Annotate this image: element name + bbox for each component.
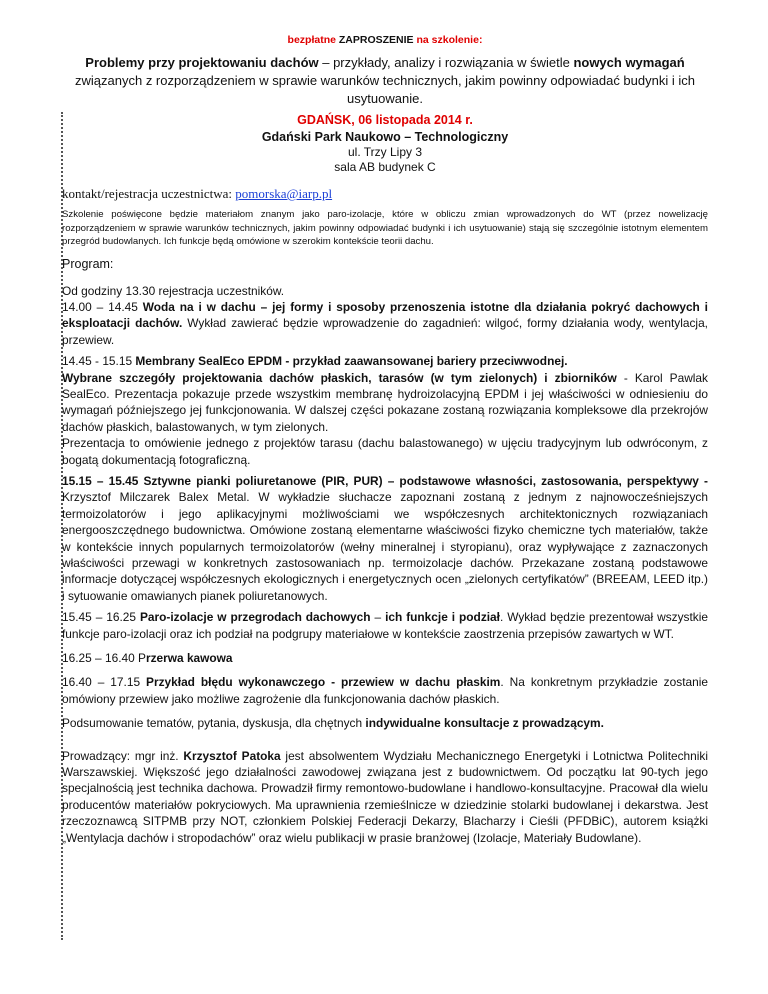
s4-title2: ich funkcje i podział (385, 610, 500, 625)
s1-time: 14.00 – 14.45 (62, 299, 143, 314)
contact-line (62, 186, 708, 202)
s4-title: Paro-izolacje w przegrodach dachowych (139, 610, 371, 625)
host-pre: Prowadzący: mgr inż. (62, 748, 184, 763)
s5-time: 16.40 – 17.15 (62, 675, 147, 690)
session-2-body (62, 370, 708, 436)
session-5 (62, 674, 708, 707)
invite-main: ZAPROSZENIE (338, 34, 414, 46)
s2-subtitle: Wybrane szczegóły projektowania dachów płaskich, tarasów (w tym zielonych) i zbiorników (62, 370, 617, 385)
training-title (62, 54, 708, 108)
s3-desc: Krzysztof Milczarek Balex Metal. W wykładzie słuchacze zapoznani zostaną z jednym z najnowocześniejszych termoizolatorów i jego aplikacyjnymi możliwościami we współczesnych architektonicznych rozwiązaniach energooszczędnego budownictwa. Omówione zostaną elementarne właściwości fizyko chemiczne tych materiałów, także w kontekście innych popularnych termoizolatorów (wełny mineralnej i styropianu), oraz wypływające z zaznaczonych właściwości przewagi w konkretnych zastosowaniach np. termoizolacje dachów. Przekazane zostaną podstawowe informacje dotyczącej współczesnych ekologicznych i energetycznych ocen „zielonych certyfikatów” (BREEAM, LEED itp.) i sytuowanie omawianych pianek poliuretanowych. (62, 490, 708, 603)
session-2-body-2: Prezentacja to omówienie jednego z projektów tarasu (dachu balastowanego) w ujęciu tradycyjnym lub odwróconym, z bogatą dokumentacją fotograficzną. (62, 436, 708, 467)
contact-label: kontakt/rejestracja uczestnictwa: (62, 186, 233, 201)
s2-time: 14.45 - 15.15 (62, 354, 136, 369)
registration-line: Od godziny 13.30 rejestracja uczestników. (62, 283, 285, 298)
invite-pre: bezpłatne (287, 34, 336, 46)
intro-paragraph: Szkolenie poświęcone będzie materiałom znanym jako paro-izolacje, które w obliczu zmian wprowadzonych do WT (przez nowelizację rozporządzeniem w sprawie warunków technicznych, jakim powinny odpowiadać budynki i ich usytuowanie) stają się szczególnie istotnym elementem przegród budowlanych. Ich funkcje będą omówione w szerokim kontekście teorii dachu. (62, 209, 708, 247)
session-2 (62, 353, 708, 369)
session-3 (62, 473, 708, 604)
venue: Gdański Park Naukowo – Technologiczny (261, 130, 509, 144)
summary-bold: indywidualne konsultacje z prowadzącym. (365, 716, 604, 731)
title-part4: związanych z rozporządzeniem w sprawie warunków technicznych, jakim powinny odpowiadać budynki i ich usytuowanie. (75, 73, 695, 106)
coffee-break (62, 650, 708, 666)
s1-desc: Wykład zawierać będzie wprowadzenie do zagadnień: wilgoć, formy działania wody, wentylacja, przewiew. (62, 316, 708, 347)
contact-email-link[interactable]: pomorska@iarp.pl (235, 186, 333, 201)
s4-dash: – (370, 610, 386, 625)
title-part1: Problemy przy projektowaniu dachów (85, 55, 319, 70)
break-title: rzerwa kawowa (145, 651, 233, 666)
title-part3: nowych wymagań (573, 55, 685, 70)
invitation-header (62, 34, 708, 46)
s5-title: Przykład błędu wykonawczego - przewiew w dachu płaskim (146, 675, 501, 690)
session-4 (62, 609, 708, 642)
program-label: Program: (62, 256, 114, 271)
summary-line (62, 715, 708, 731)
s4-time: 15.45 – 16.25 (62, 610, 140, 625)
s1-title: Woda na i w dachu – jej formy i sposoby przenoszenia istotne dla działania pokryć dachowych i eksploatacji dachów. (62, 299, 708, 331)
host-bio-text: jest absolwentem Wydziału Mechanicznego Energetyki i Lotnictwa Politechniki Warszawskiej. Większość jego działalności zawodowej związana jest z budownictwem. Od początku lat 90-tych jego specjalnością jest technika dachowa. Prowadził firmy remontowo-budowlane i handlowo-konsultacyjne. Pracował dla wielu producentów materiałów pokryciowych. Ma uprawnienia rzemieślnicze w dziedzinie stolarki budowlanej i dekarstwa. Jest rzeczoznawcą SITPMB przy NOT, członkiem Polskiej Federacji Dekarzy, Blacharzy i Cieśli (PFDBiC), autorem książki „Wentylacja dachów i stropodachów” oraz wielu publikacji w prasie branżowej (Izolacje, Materiały Budowlane). (62, 748, 709, 845)
host-name: Krzysztof Patoka (183, 748, 281, 763)
street-address: ul. Trzy Lipy 3 (347, 145, 423, 159)
s2-desc: - Karol Pawlak SealEco. Prezentacja pokazuje przede wszystkim membranę hydroizolacyjną EPDM i jej właściwości w odniesieniu do wymagań późniejszego jej funkcjonowania. W dalszej części pokazane zostaną rozwiązania kompleksowe dla przekrojów dachów płaskich, balastowanych, w tym zielonych. (62, 370, 708, 434)
session-1 (62, 299, 708, 348)
break-time: 16.25 – 16.40 P (62, 651, 146, 666)
host-bio (62, 748, 708, 846)
title-part2: – przykłady, analizy i rozwiązania w świetle (318, 55, 574, 70)
s4-desc: . Wykład będzie prezentował wszystkie funkcje paro-izolacji oraz ich podział na podgrupy materiałowe w kontekście zaostrzenia przepisów zawartych w WT. (62, 610, 708, 641)
s2-title: Membrany SealEco EPDM - przykład zaawansowanej bariery przeciwwodnej. (135, 354, 568, 369)
invite-post: na szkolenie: (416, 34, 483, 46)
s3-title: 15.15 – 15.45 Sztywne pianki poliuretanowe (PIR, PUR) – podstawowe własności, zastosowania, perspektywy - (62, 473, 708, 488)
invitation-document (62, 34, 708, 846)
summary-pre: Podsumowanie tematów, pytania, dyskusja, dla chętnych (62, 716, 366, 731)
room: sala AB budynek C (334, 160, 436, 174)
s5-desc: . Na konkretnym przykładzie zostanie omówiony przewiew jako możliwe zagrożenie dla funkcjonowania dachów płaskich. (62, 675, 708, 706)
city-date: GDAŃSK, 06 listopada 2014 r. (297, 113, 473, 127)
